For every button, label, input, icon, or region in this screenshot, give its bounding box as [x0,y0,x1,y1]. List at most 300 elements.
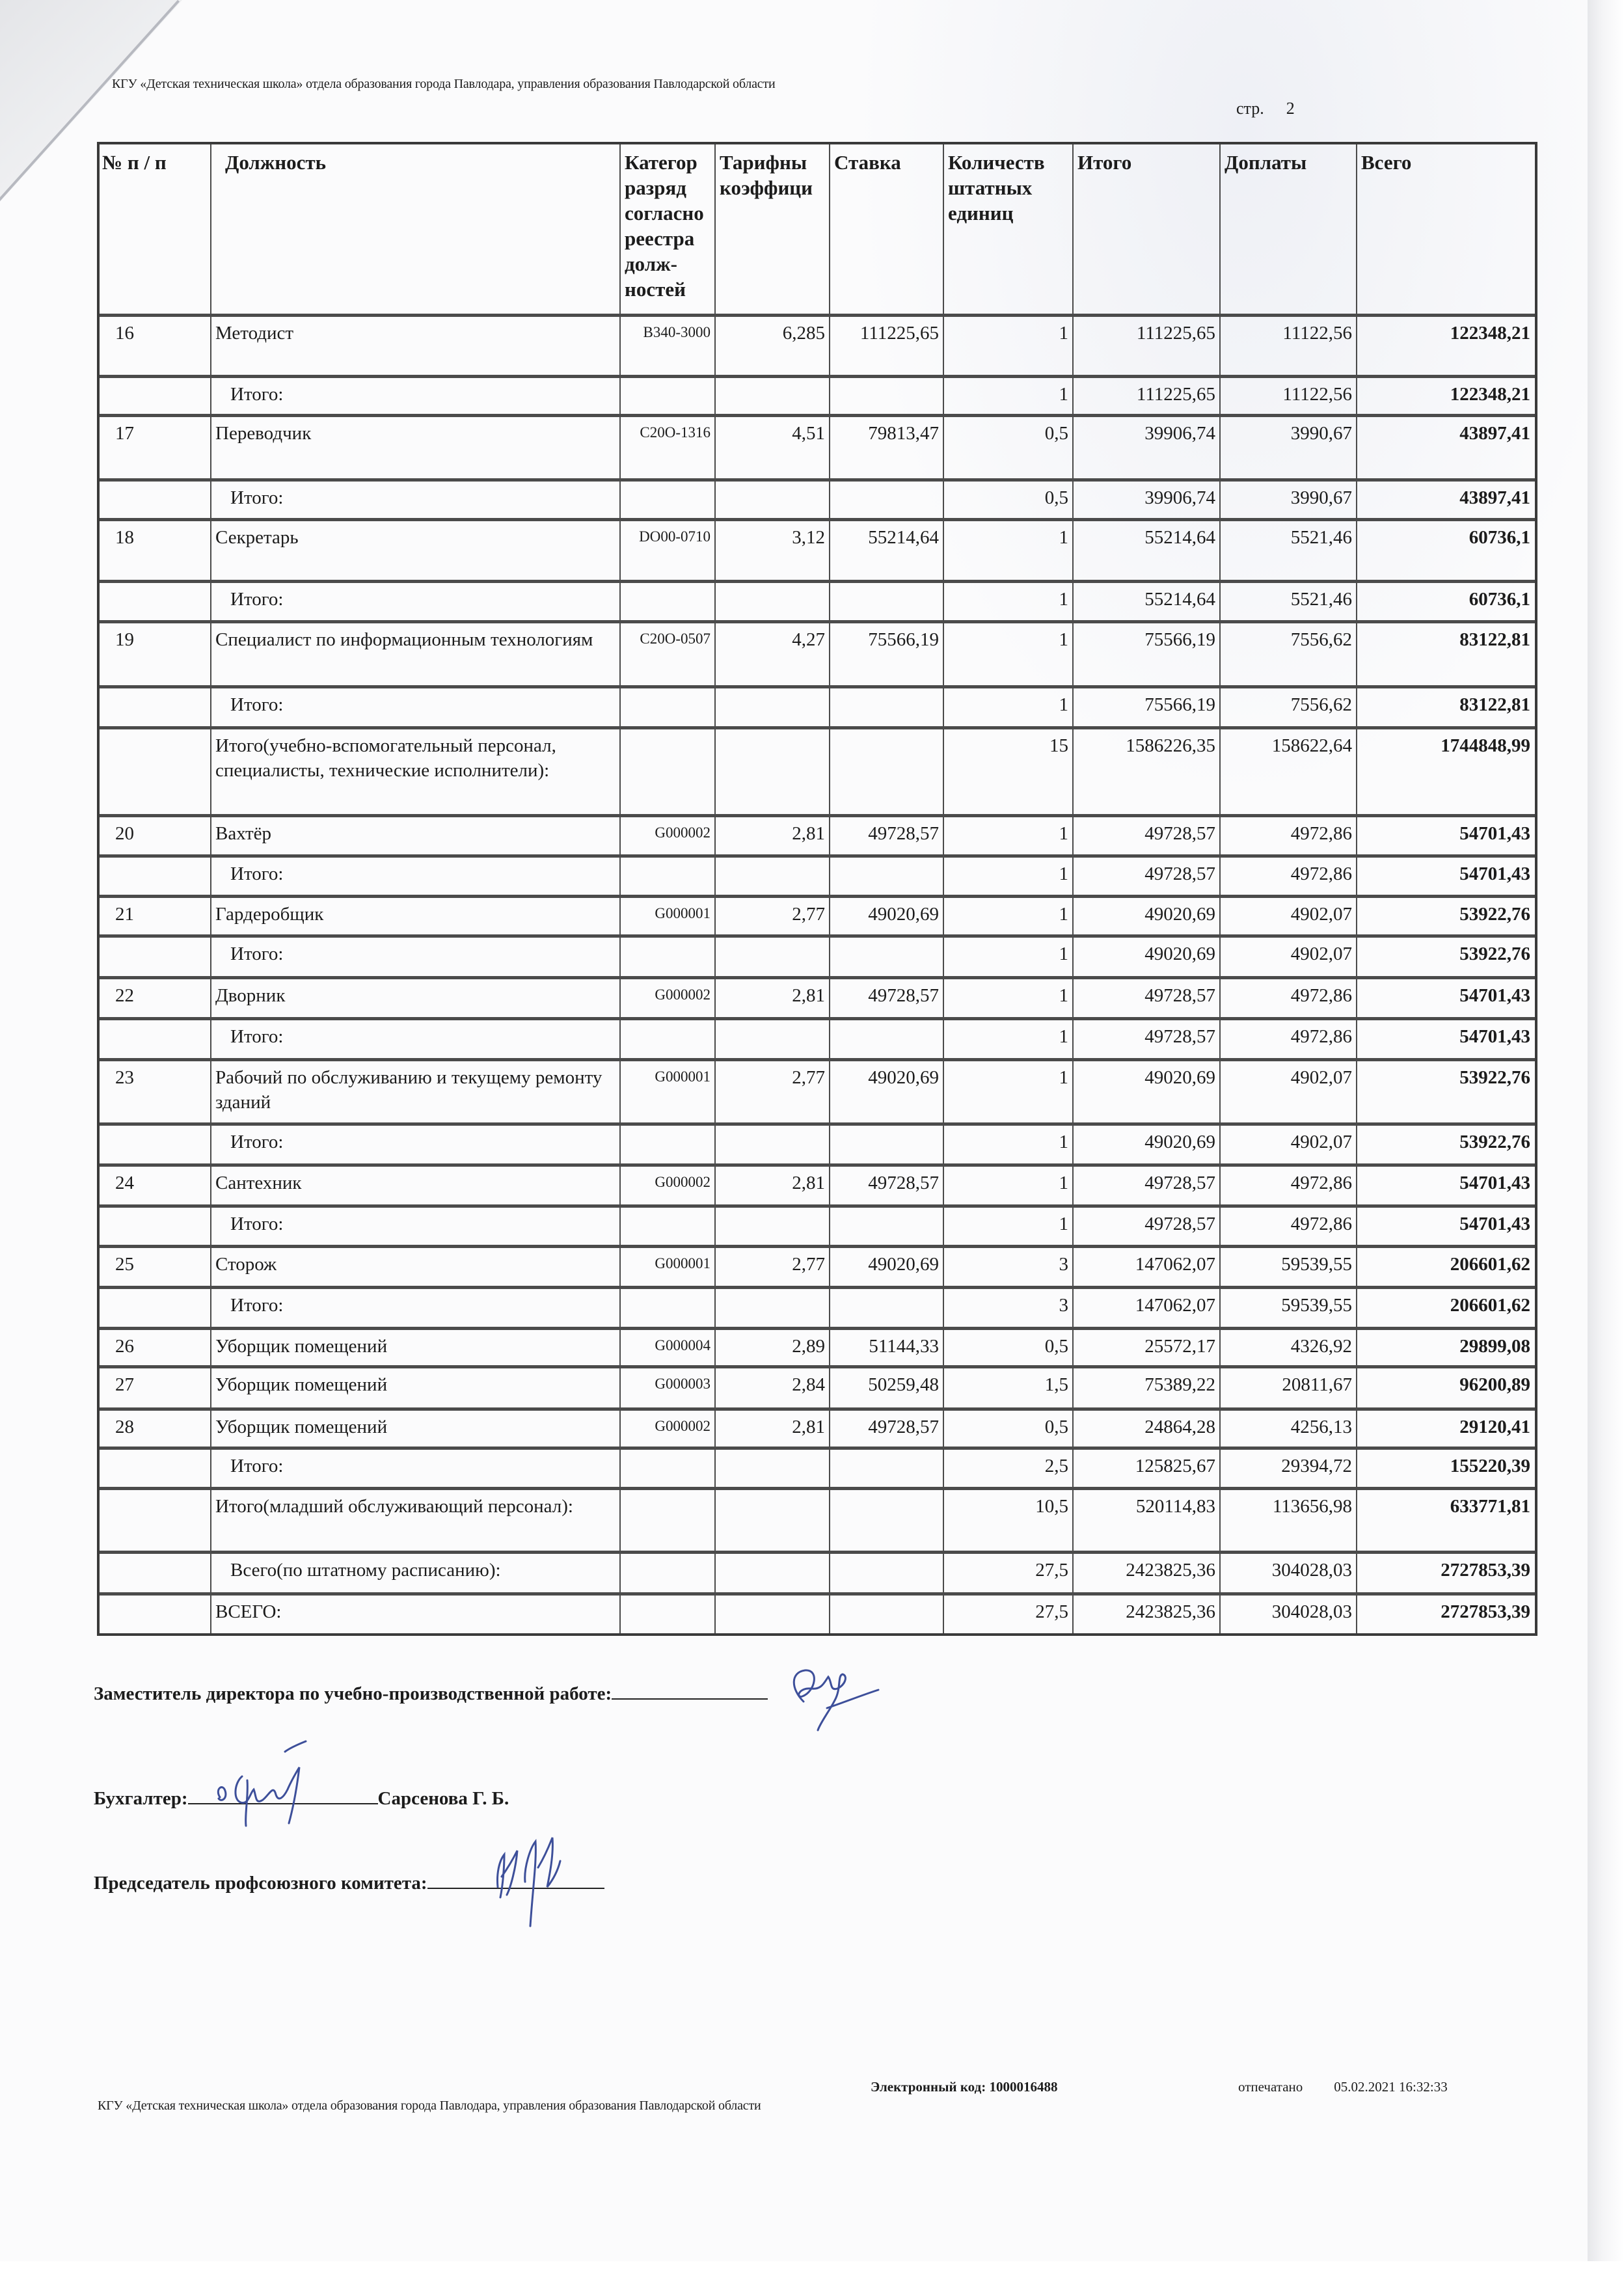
cell-rate [830,583,943,587]
page-label: стр. [1236,99,1264,118]
cell-rate [830,938,943,942]
cell-total: 49728,57 [1144,1173,1215,1193]
cell-total: 125825,67 [1135,1456,1215,1476]
cell-units: 1 [1059,1173,1068,1193]
cell-coef: 4,27 [792,629,825,650]
cell-grand: 122348,21 [1450,384,1530,405]
cell-units: 2,5 [1044,1456,1068,1476]
cell-grand: 54701,43 [1459,863,1530,884]
cell-no: 22 [115,985,134,1006]
column-header-grand: Всего [1361,151,1412,174]
cell-category [620,1289,715,1294]
cell-position: Итого: [230,944,284,964]
cell-grand: 29899,08 [1459,1336,1530,1357]
cell-extra: 304028,03 [1271,1601,1352,1622]
cell-units: 27,5 [1035,1560,1068,1581]
cell-category [620,729,715,735]
cell-extra: 4902,07 [1290,1067,1352,1088]
cell-rate: 51144,33 [869,1336,939,1357]
table-row [100,1058,1535,1122]
cell-extra: 4326,92 [1290,1336,1352,1357]
column-header-extra: Доплаты [1225,151,1307,174]
table-row [100,1245,1535,1286]
cell-rate [830,1208,943,1212]
cell-category [620,688,715,694]
table-row [100,414,1535,478]
cell-no: 23 [115,1067,134,1088]
cell-rate: 49020,69 [868,1067,939,1088]
cell-units: 1 [1059,823,1068,844]
cell-coef [715,583,830,587]
cell-total: 25572,17 [1144,1336,1215,1357]
cell-units: 0,5 [1044,1417,1068,1437]
cell-extra: 20811,67 [1282,1374,1352,1395]
column-header-coef: Тарифны коэффици [720,151,813,199]
cell-grand: 53922,76 [1459,1132,1530,1152]
cell-no: 27 [115,1374,134,1395]
cell-extra: 4972,86 [1290,1214,1352,1234]
subtotal-row [100,934,1535,976]
cell-grand: 60736,1 [1468,527,1530,548]
cell-units: 27,5 [1035,1601,1068,1622]
table-row [100,1407,1535,1447]
cell-rate: 49020,69 [868,904,939,925]
cell-units: 0,5 [1044,423,1068,444]
cell-category: C20O-1316 [640,424,710,441]
cell-no [100,1554,211,1558]
cell-coef: 2,89 [792,1336,825,1357]
cell-no [100,1289,211,1293]
cell-position: Итого(учебно-вспомогательный персонал, специалисты, технические исполнители): [215,735,556,781]
cell-position: Итого: [230,589,284,610]
cell-category: G000002 [655,1418,710,1434]
column-header-category: Категор разряд согласно реестра долж-ностей [625,151,704,301]
cell-total: 75566,19 [1144,694,1215,715]
cell-grand: 43897,41 [1459,423,1530,444]
cell-coef [715,1208,830,1212]
cell-category: G000002 [655,824,710,841]
cell-grand: 54701,43 [1459,823,1530,844]
subtotal-row [100,1286,1535,1327]
cell-units: 1 [1059,323,1068,344]
cell-category: C20O-0507 [640,631,710,647]
cell-extra: 4972,86 [1290,985,1352,1006]
cell-coef: 4,51 [792,423,825,444]
table-header-row [100,144,1535,314]
cell-no: 16 [115,323,134,344]
cell-position: Итого(младший обслуживающий персонал): [215,1496,573,1517]
cell-rate: 49728,57 [868,1417,939,1437]
table-row [100,814,1535,854]
cell-category [620,858,715,863]
organization-header: КГУ «Детская техническая школа» отдела образования города Павлодара, управления образования Павлодарской области [112,77,776,91]
cell-total: 49020,69 [1144,1132,1215,1152]
cell-coef [715,688,830,692]
cell-position: Всего(по штатному расписанию): [230,1560,501,1581]
printed-label: отпечатано [1238,2079,1303,2095]
cell-no [100,858,211,862]
group-total-row [100,726,1535,814]
cell-total: 39906,74 [1144,487,1215,508]
cell-extra: 113656,98 [1272,1496,1352,1517]
cell-category: G000003 [655,1376,710,1392]
cell-coef: 2,81 [792,1417,825,1437]
cell-position: Дворник [215,985,286,1006]
page-number [1236,99,1295,118]
deputy-signature-ink [765,1663,895,1734]
cell-total: 147062,07 [1135,1254,1215,1275]
cell-total: 1586226,35 [1126,735,1215,756]
cell-category [620,1554,715,1559]
cell-units: 1,5 [1044,1374,1068,1395]
cell-coef [715,1596,830,1599]
cell-rate: 49728,57 [868,1173,939,1193]
subtotal-row [100,580,1535,620]
cell-total: 49020,69 [1144,904,1215,925]
cell-total: 49728,57 [1144,863,1215,884]
cell-category: G000002 [655,986,710,1003]
cell-position: Методист [215,323,294,344]
deputy-signature-line [612,1684,768,1700]
cell-rate [830,858,943,862]
cell-extra: 11122,56 [1282,323,1352,344]
union-chair-label: Председатель профсоюзного комитета: [94,1873,427,1894]
cell-grand: 54701,43 [1459,1214,1530,1234]
cell-units: 1 [1059,1132,1068,1152]
table-row [100,314,1535,375]
cell-rate: 111225,65 [859,323,939,344]
cell-position: ВСЕГО: [215,1601,282,1622]
cell-grand: 53922,76 [1459,1067,1530,1088]
cell-units: 1 [1059,863,1068,884]
cell-rate [830,1596,943,1599]
cell-total: 55214,64 [1144,527,1215,548]
cell-total: 49728,57 [1144,1214,1215,1234]
cell-no [100,1596,211,1599]
cell-no [100,729,211,733]
cell-rate [830,729,943,733]
cell-extra: 4902,07 [1290,1132,1352,1152]
organization-footer: КГУ «Детская техническая школа» отдела образования города Павлодара, управления образования Павлодарской области [98,2099,761,2113]
subtotal-row [100,1447,1535,1487]
cell-no: 26 [115,1336,134,1357]
cell-position: Итого: [230,1132,284,1152]
cell-extra: 59539,55 [1281,1295,1352,1316]
cell-coef [715,1450,830,1454]
cell-grand: 60736,1 [1468,589,1530,610]
cell-total: 49020,69 [1144,1067,1215,1088]
cell-position: Итого: [230,1456,284,1476]
cell-rate [830,1289,943,1293]
accountant-name: Сарсенова Г. Б. [377,1788,509,1809]
column-header-rate: Ставка [834,151,901,174]
cell-category: G000002 [655,1174,710,1190]
cell-extra: 3990,67 [1290,487,1352,508]
cell-category [620,1208,715,1213]
page-value: 2 [1286,99,1295,118]
cell-units: 1 [1059,589,1068,610]
table-row [100,976,1535,1017]
cell-total: 49728,57 [1144,1026,1215,1047]
subtotal-row [100,375,1535,414]
cell-no [100,1490,211,1494]
cell-category [620,1020,715,1026]
cell-coef [715,1554,830,1558]
cell-units: 1 [1059,384,1068,405]
cell-coef: 2,81 [792,985,825,1006]
cell-coef: 2,77 [792,904,825,925]
cell-total: 24864,28 [1144,1417,1215,1437]
cell-rate: 79813,47 [868,423,939,444]
cell-extra: 4972,86 [1290,1173,1352,1193]
cell-grand: 122348,21 [1450,323,1530,344]
cell-coef: 2,81 [792,1173,825,1193]
cell-units: 1 [1059,944,1068,964]
accountant-signature-ink [208,1737,332,1828]
column-header-total: Итого [1077,151,1132,174]
cell-coef: 6,285 [782,323,825,344]
cell-no: 24 [115,1173,134,1193]
cell-grand: 54701,43 [1459,1173,1530,1193]
cell-position: Вахтёр [215,823,272,844]
cell-grand: 54701,43 [1459,985,1530,1006]
cell-extra: 304028,03 [1271,1560,1352,1581]
cell-category [620,482,715,487]
table-row [100,1163,1535,1204]
column-header-position: Должность [225,151,327,174]
cell-units: 3 [1059,1295,1068,1316]
cell-no: 19 [115,629,134,650]
printed-datetime: 05.02.2021 16:32:33 [1334,2079,1448,2095]
cell-extra: 59539,55 [1281,1254,1352,1275]
cell-total: 111225,65 [1136,323,1215,344]
cell-category: G000001 [655,1068,710,1085]
cell-rate: 55214,64 [868,527,939,548]
cell-no: 28 [115,1417,134,1437]
cell-no: 21 [115,904,134,925]
subtotal-row [100,1551,1535,1592]
cell-position: Секретарь [215,527,299,548]
cell-grand: 2727853,39 [1441,1560,1530,1581]
cell-position: Сторож [215,1254,277,1275]
cell-category: G000001 [655,1255,710,1271]
cell-category [620,1126,715,1131]
cell-coef [715,378,830,382]
cell-rate: 49728,57 [868,823,939,844]
cell-category: B340-3000 [643,324,710,340]
cell-category: DO00-0710 [639,528,710,545]
cell-extra: 5521,46 [1290,527,1352,548]
column-header-units: Количеств штатных единиц [948,151,1045,224]
cell-category [620,1450,715,1455]
cell-position: Переводчик [215,423,312,444]
printed-timestamp [1238,2079,1448,2095]
cell-grand: 96200,89 [1459,1374,1530,1395]
table-row [100,895,1535,934]
cell-no: 18 [115,527,134,548]
cell-total: 111225,65 [1136,384,1215,405]
cell-total: 75566,19 [1144,629,1215,650]
cell-no: 20 [115,823,134,844]
cell-rate [830,1020,943,1024]
cell-coef [715,858,830,862]
cell-total: 55214,64 [1144,589,1215,610]
table-row [100,1365,1535,1407]
cell-grand: 1744848,99 [1441,735,1530,756]
cell-coef [715,482,830,485]
cell-no [100,482,211,485]
cell-total: 49728,57 [1144,985,1215,1006]
cell-position: Итого: [230,384,284,405]
cell-units: 1 [1059,904,1068,925]
column-header-no: № п / п [102,151,167,174]
deputy-label: Заместитель директора по учебно-производственной работе: [94,1683,612,1704]
cell-category [620,1490,715,1495]
union-signature-ink [485,1822,582,1933]
cell-units: 1 [1059,1214,1068,1234]
cell-rate: 75566,19 [868,629,939,650]
cell-grand: 54701,43 [1459,1026,1530,1047]
cell-rate: 50259,48 [868,1374,939,1395]
cell-no [100,1020,211,1024]
cell-coef: 2,77 [792,1067,825,1088]
cell-extra: 5521,46 [1290,589,1352,610]
cell-coef [715,1289,830,1293]
cell-coef: 3,12 [792,527,825,548]
cell-units: 10,5 [1035,1496,1068,1517]
cell-grand: 633771,81 [1450,1496,1530,1517]
cell-rate [830,1126,943,1130]
cell-coef [715,729,830,733]
subtotal-row [100,685,1535,726]
cell-category [620,378,715,383]
cell-position: Итого: [230,1214,284,1234]
cell-category [620,1596,715,1601]
cell-units: 0,5 [1044,487,1068,508]
cell-grand: 2727853,39 [1441,1601,1530,1622]
cell-position: Итого: [230,694,284,715]
cell-position: Специалист по информационным технологиям [215,629,593,650]
cell-extra: 4972,86 [1290,1026,1352,1047]
cell-position: Уборщик помещений [215,1336,388,1357]
cell-rate [830,1490,943,1494]
cell-no [100,1126,211,1130]
cell-rate [830,482,943,485]
cell-units: 15 [1049,735,1068,756]
cell-total: 147062,07 [1135,1295,1215,1316]
cell-coef [715,1126,830,1130]
cell-rate [830,688,943,692]
cell-units: 1 [1059,629,1068,650]
accountant-label: Бухгалтер: [94,1788,188,1809]
cell-rate: 49728,57 [868,985,939,1006]
subtotal-row [100,1122,1535,1163]
cell-extra: 4972,86 [1290,863,1352,884]
group-total-row [100,1487,1535,1551]
cell-extra: 4256,13 [1290,1417,1352,1437]
cell-extra: 7556,62 [1290,629,1352,650]
cell-extra: 4902,07 [1290,904,1352,925]
cell-units: 1 [1059,1067,1068,1088]
cell-units: 0,5 [1044,1336,1068,1357]
cell-no [100,1208,211,1212]
cell-position: Итого: [230,1026,284,1047]
cell-rate [830,1450,943,1454]
table-row [100,518,1535,580]
cell-category: G000004 [655,1337,710,1353]
staffing-table [97,142,1537,1636]
cell-extra: 7556,62 [1290,694,1352,715]
cell-no: 17 [115,423,134,444]
cell-no [100,688,211,692]
cell-total: 49020,69 [1144,944,1215,964]
group-total-row [100,1592,1535,1633]
cell-extra: 158622,64 [1271,735,1352,756]
cell-no [100,583,211,587]
cell-grand: 53922,76 [1459,944,1530,964]
cell-extra: 3990,67 [1290,423,1352,444]
subtotal-row [100,1017,1535,1058]
cell-position: Уборщик помещений [215,1374,388,1395]
cell-grand: 43897,41 [1459,487,1530,508]
cell-category [620,938,715,943]
cell-no [100,1450,211,1454]
cell-grand: 206601,62 [1450,1295,1530,1316]
cell-no: 25 [115,1254,134,1275]
cell-position: Гардеробщик [215,904,324,925]
subtotal-row [100,854,1535,895]
cell-rate: 49020,69 [868,1254,939,1275]
paper-edge [1588,0,1624,2261]
cell-position: Рабочий по обслуживанию и текущему ремонту зданий [215,1067,602,1113]
cell-position: Уборщик помещений [215,1417,388,1437]
cell-coef: 2,84 [792,1374,825,1395]
cell-coef: 2,77 [792,1254,825,1275]
table-row [100,620,1535,685]
cell-total: 2423825,36 [1126,1601,1215,1622]
cell-coef: 2,81 [792,823,825,844]
cell-position: Итого: [230,487,284,508]
cell-units: 1 [1059,1026,1068,1047]
cell-category [620,583,715,588]
cell-extra: 29394,72 [1281,1456,1352,1476]
cell-grand: 155220,39 [1450,1456,1530,1476]
cell-extra: 4972,86 [1290,823,1352,844]
electronic-code: Электронный код: 1000016488 [871,2079,1058,2095]
cell-category: G000001 [655,905,710,921]
cell-grand: 53922,76 [1459,904,1530,925]
cell-coef [715,1490,830,1494]
cell-total: 75389,22 [1144,1374,1215,1395]
cell-grand: 83122,81 [1459,629,1530,650]
signature-deputy [94,1683,768,1705]
cell-total: 39906,74 [1144,423,1215,444]
cell-total: 49728,57 [1144,823,1215,844]
cell-units: 1 [1059,985,1068,1006]
table-row [100,1327,1535,1365]
cell-position: Итого: [230,863,284,884]
cell-grand: 206601,62 [1450,1254,1530,1275]
cell-coef [715,1020,830,1024]
cell-total: 2423825,36 [1126,1560,1215,1581]
cell-rate [830,378,943,382]
cell-grand: 83122,81 [1459,694,1530,715]
subtotal-row [100,1204,1535,1245]
cell-extra: 4902,07 [1290,944,1352,964]
cell-coef [715,938,830,942]
cell-extra: 11122,56 [1282,384,1352,405]
cell-no [100,378,211,382]
